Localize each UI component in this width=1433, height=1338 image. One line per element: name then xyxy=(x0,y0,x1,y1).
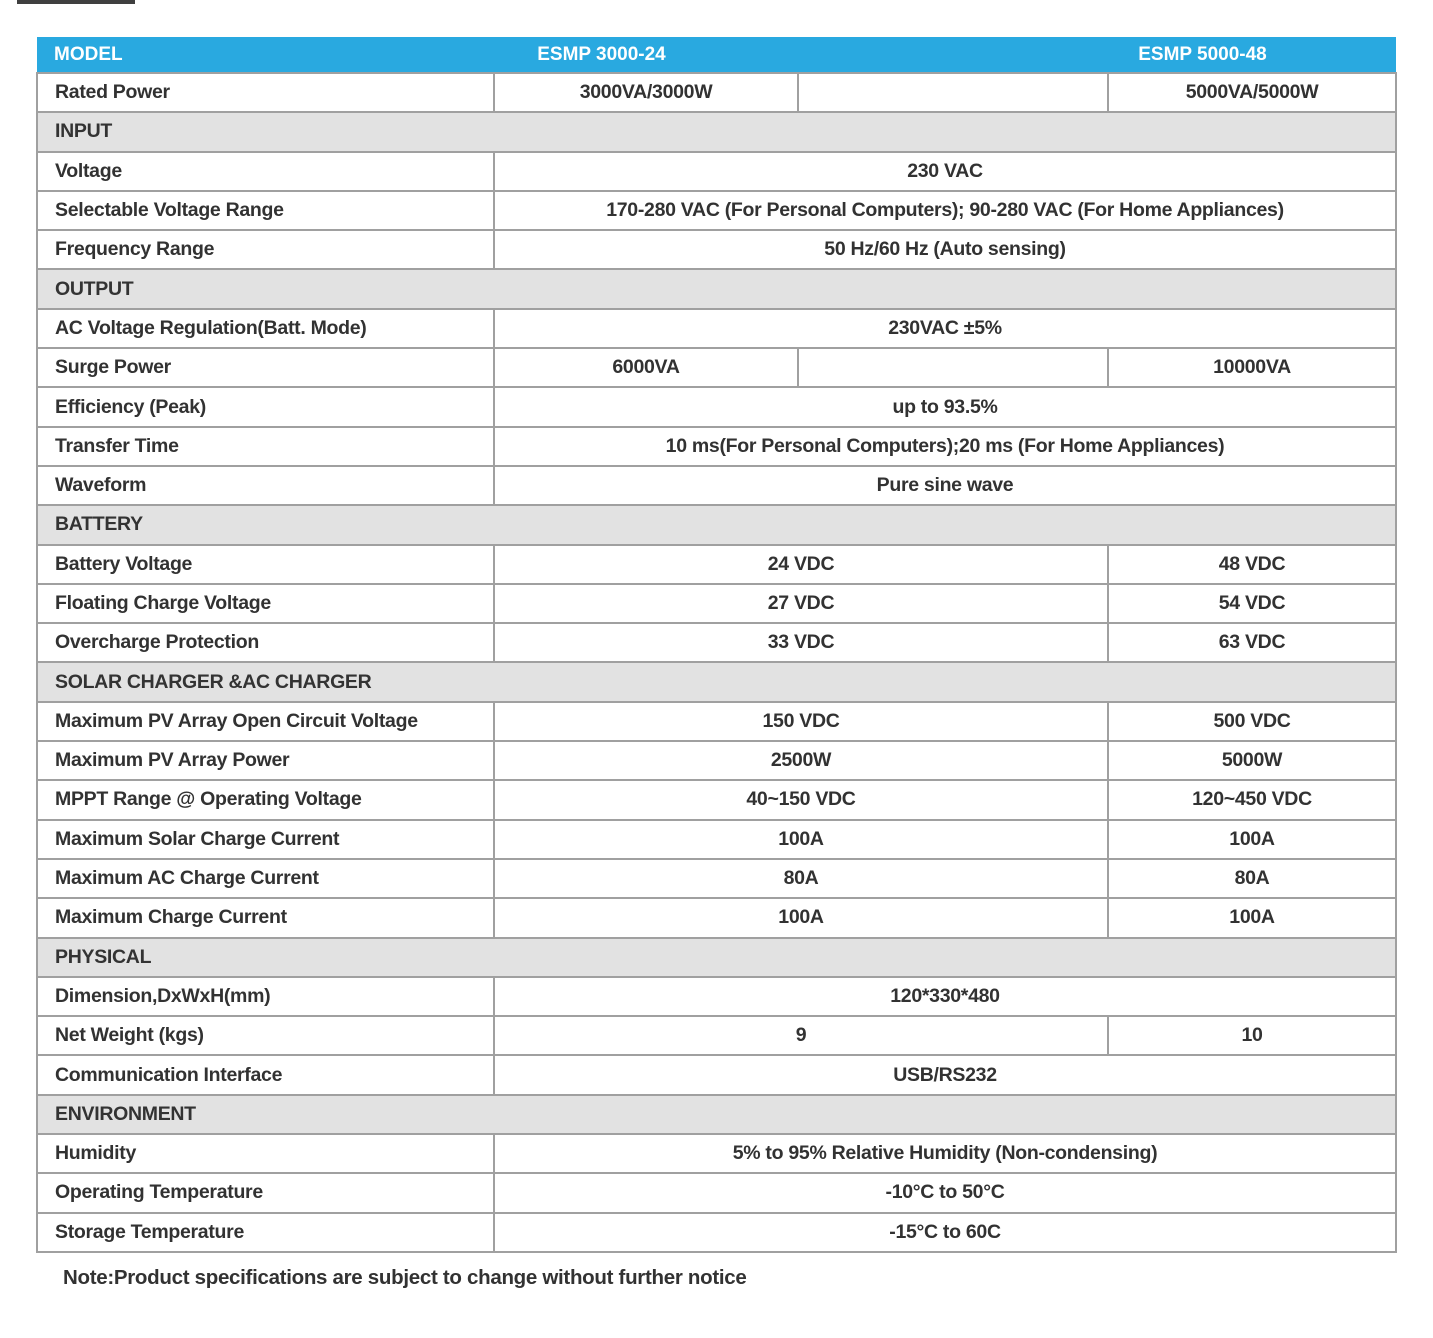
table-row xyxy=(37,309,1396,348)
section-header: OUTPUT xyxy=(37,269,1396,308)
row-label: Battery Voltage xyxy=(37,545,494,584)
value-both-models: 170-280 VAC (For Personal Computers); 90-280 VAC (For Home Appliances) xyxy=(494,191,1396,230)
table-row xyxy=(37,269,1396,308)
table-row xyxy=(37,702,1396,741)
value-esmp-5000-48: 5000VA/5000W xyxy=(1108,73,1396,112)
row-label: Voltage xyxy=(37,152,494,191)
table-row xyxy=(37,1173,1396,1212)
value-esmp-3000-24: 24 VDC xyxy=(494,545,1108,584)
table-row xyxy=(37,545,1396,584)
empty-cell xyxy=(798,73,1108,112)
table-row xyxy=(37,938,1396,977)
value-esmp-5000-48: 54 VDC xyxy=(1108,584,1396,623)
row-label: Dimension,DxWxH(mm) xyxy=(37,977,494,1016)
value-esmp-3000-24: 80A xyxy=(494,859,1108,898)
value-both-models: 230VAC ±5% xyxy=(494,309,1396,348)
section-header: SOLAR CHARGER &AC CHARGER xyxy=(37,662,1396,701)
table-row xyxy=(37,977,1396,1016)
row-label: Humidity xyxy=(37,1134,494,1173)
table-row xyxy=(37,466,1396,505)
row-label: AC Voltage Regulation(Batt. Mode) xyxy=(37,309,494,348)
value-esmp-3000-24: 3000VA/3000W xyxy=(494,73,798,112)
table-row xyxy=(37,898,1396,937)
row-label: Frequency Range xyxy=(37,230,494,269)
table-row xyxy=(37,780,1396,819)
row-label: Maximum AC Charge Current xyxy=(37,859,494,898)
value-esmp-3000-24: 100A xyxy=(494,898,1108,937)
value-esmp-5000-48: 10000VA xyxy=(1108,348,1396,387)
section-header: BATTERY xyxy=(37,505,1396,544)
table-row xyxy=(37,112,1396,151)
value-esmp-3000-24: 100A xyxy=(494,820,1108,859)
section-header: INPUT xyxy=(37,112,1396,151)
table-row xyxy=(37,191,1396,230)
value-both-models: USB/RS232 xyxy=(494,1055,1396,1094)
table-row xyxy=(37,584,1396,623)
table-row xyxy=(37,1095,1396,1134)
value-esmp-5000-48: 10 xyxy=(1108,1016,1396,1055)
table-row xyxy=(37,230,1396,269)
footnote: Note:Product specifications are subject to change without further notice xyxy=(63,1266,747,1289)
value-esmp-5000-48: 48 VDC xyxy=(1108,545,1396,584)
cropped-artifact-strip xyxy=(17,0,135,4)
value-esmp-3000-24: 2500W xyxy=(494,741,1108,780)
table-row xyxy=(37,73,1396,112)
table-row xyxy=(37,387,1396,426)
row-label: Selectable Voltage Range xyxy=(37,191,494,230)
table-row xyxy=(37,1213,1396,1252)
row-label: Rated Power xyxy=(37,73,494,112)
value-esmp-3000-24: 6000VA xyxy=(494,348,798,387)
value-esmp-3000-24: 9 xyxy=(494,1016,1108,1055)
value-both-models: 230 VAC xyxy=(494,152,1396,191)
row-label: Surge Power xyxy=(37,348,494,387)
row-label: Operating Temperature xyxy=(37,1173,494,1212)
value-esmp-5000-48: 5000W xyxy=(1108,741,1396,780)
empty-cell xyxy=(798,348,1108,387)
value-esmp-5000-48: 100A xyxy=(1108,898,1396,937)
header-gap-cell xyxy=(798,37,1108,73)
value-esmp-3000-24: 27 VDC xyxy=(494,584,1108,623)
table-row xyxy=(37,152,1396,191)
row-label: Maximum PV Array Open Circuit Voltage xyxy=(37,702,494,741)
table-row xyxy=(37,859,1396,898)
section-header: PHYSICAL xyxy=(37,938,1396,977)
value-esmp-3000-24: 33 VDC xyxy=(494,623,1108,662)
value-both-models: -10°C to 50°C xyxy=(494,1173,1396,1212)
row-label: Waveform xyxy=(37,466,494,505)
value-both-models: -15°C to 60C xyxy=(494,1213,1396,1252)
row-label: Maximum PV Array Power xyxy=(37,741,494,780)
value-both-models: 120*330*480 xyxy=(494,977,1396,1016)
value-both-models: 5% to 95% Relative Humidity (Non-condensing) xyxy=(494,1134,1396,1173)
spec-table xyxy=(36,37,1397,1253)
value-both-models: 50 Hz/60 Hz (Auto sensing) xyxy=(494,230,1396,269)
row-label: Communication Interface xyxy=(37,1055,494,1094)
value-esmp-5000-48: 80A xyxy=(1108,859,1396,898)
row-label: Efficiency (Peak) xyxy=(37,387,494,426)
row-label: Overcharge Protection xyxy=(37,623,494,662)
table-row xyxy=(37,623,1396,662)
table-row xyxy=(37,1016,1396,1055)
value-both-models: up to 93.5% xyxy=(494,387,1396,426)
row-label: Floating Charge Voltage xyxy=(37,584,494,623)
row-label: Maximum Charge Current xyxy=(37,898,494,937)
row-label: Maximum Solar Charge Current xyxy=(37,820,494,859)
header-model-label: MODEL xyxy=(37,37,494,73)
value-esmp-5000-48: 100A xyxy=(1108,820,1396,859)
value-esmp-5000-48: 120~450 VDC xyxy=(1108,780,1396,819)
table-row xyxy=(37,1055,1396,1094)
header-model-esmp-5000-48: ESMP 5000-48 xyxy=(1108,37,1396,73)
value-esmp-3000-24: 40~150 VDC xyxy=(494,780,1108,819)
table-row xyxy=(37,348,1396,387)
value-esmp-5000-48: 500 VDC xyxy=(1108,702,1396,741)
section-header: ENVIRONMENT xyxy=(37,1095,1396,1134)
value-esmp-5000-48: 63 VDC xyxy=(1108,623,1396,662)
row-label: Storage Temperature xyxy=(37,1213,494,1252)
table-row xyxy=(37,427,1396,466)
row-label: Net Weight (kgs) xyxy=(37,1016,494,1055)
table-header-row xyxy=(37,37,1396,73)
value-both-models: 10 ms(For Personal Computers);20 ms (For Home Appliances) xyxy=(494,427,1396,466)
row-label: Transfer Time xyxy=(37,427,494,466)
row-label: MPPT Range @ Operating Voltage xyxy=(37,780,494,819)
table-row xyxy=(37,820,1396,859)
table-row xyxy=(37,1134,1396,1173)
header-model-esmp-3000-24: ESMP 3000-24 xyxy=(494,37,798,73)
value-esmp-3000-24: 150 VDC xyxy=(494,702,1108,741)
table-row xyxy=(37,505,1396,544)
table-row xyxy=(37,662,1396,701)
value-both-models: Pure sine wave xyxy=(494,466,1396,505)
table-row xyxy=(37,741,1396,780)
